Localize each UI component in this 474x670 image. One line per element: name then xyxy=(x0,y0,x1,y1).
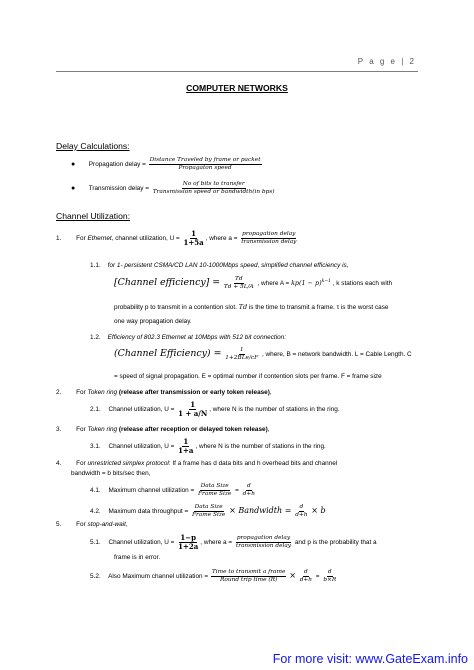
item-4-simplex: 4. For unrestricted simplex protocol: If a frame has d data bits and h overhead bits and channel xyxy=(56,460,338,467)
page-label: P a g e xyxy=(357,57,397,66)
page-header: P a g e | 2 xyxy=(357,57,416,66)
item-5-2-formula: 5.2. Also Maximum channel utilization = $\frac{\text{Time to transmit a frame}}{\text{Round trip time (R)}}$ × $\frac{d}{d+h}$ = $\frac{d}{b\times R}$ xyxy=(90,569,337,583)
item-1-1-line2: probability p to transmit in a contention slot. Td is the time to transmit a frame. τ is the worst case xyxy=(114,303,389,311)
item-1-2-line2: = speed of signal propagation. E = optimal number if contention slots per frame. F = frame size xyxy=(114,373,382,380)
section-heading-utilization: Channel Utilization: xyxy=(56,211,131,221)
document-title: COMPUTER NETWORKS xyxy=(186,83,288,93)
item-3-1-formula: 3.1. Channel utilization, U = $\frac{1}{1+a}$ , where N is the number of stations in the ring. xyxy=(90,437,326,455)
item-1-2-text: 1.2. Efficiency of 802.3 Ethernet at 10Mbps with 512 bit connection: xyxy=(90,334,287,341)
item-1-1-formula: [Channel efficiency] = $\frac{Td}{Td + 5L/A}$ , where $A = kp(1 - p)^{k-1}$ , k stations each with xyxy=(114,276,393,290)
bullet-icon: ● xyxy=(71,161,76,169)
transmission-delay-formula: ● Transmission delay = $\frac{\text{No of bits to transfer}}{\text{Transmission speed or bandwidth(in bps)}}$ xyxy=(71,181,275,195)
item-4-2-formula: 4.2. Maximum data throughput = $\frac{\text{Data Size}}{\text{Frame Size}}$ × Bandwidth = $\frac{d}{d+h}$ × b xyxy=(90,504,326,518)
item-5-1-formula: 5.1. Channel utilization, U = $\frac{1-p}{1+2a}$ , where a = $\frac{\text{propagation delay}}{\text{transmission delay}}$ and p is the probability that a xyxy=(90,533,377,551)
header-rule xyxy=(56,71,418,72)
propagation-delay-formula: ● Propagation delay = $\frac{\text{Distance Traveled by frame or packet}}{\text{Propagaton speed}}$ xyxy=(71,157,261,171)
footer-link[interactable]: For more visit: www.GateExam.info xyxy=(272,652,468,666)
item-4-line2: bandwidth = b bits/sec then, xyxy=(71,470,151,477)
section-heading-delay: Delay Calculations: xyxy=(56,141,130,151)
item-2-1-formula: 2.1. Channel utilization, U = $\frac{1}{1 + a/N}$ , where N is the number of stations in the ring. xyxy=(90,400,340,418)
item-5-stop-and-wait: 5. For stop-and-wait, xyxy=(56,521,128,528)
item-1-1-text: 1.1. for 1- persistent CSMA/CD LAN 10-1000Mbps speed, simplified channel efficiency is, xyxy=(90,262,349,269)
page-number: 2 xyxy=(409,57,416,66)
item-5-1-line2: frame is in error. xyxy=(114,554,161,561)
item-3-token-ring: 3. For Token ring (release after reception or delayed token release), xyxy=(56,426,270,433)
item-1-1-line3: one way propagation delay. xyxy=(114,318,192,325)
item-2-token-ring: 2. For Token ring (release after transmission or early token release), xyxy=(56,389,272,396)
item-1-2-formula: (Channel Efficiency) = $\frac{1}{\text{1+2BLe/cF}}$ , where, B = network bandwidth. L = Cable Length. C xyxy=(114,347,412,361)
item-4-1-formula: 4.1. Maximum channel utilization = $\frac{\text{Data Size}}{\text{Frame Size}}$ = $\frac{d}{d+h}$ xyxy=(90,483,255,497)
bullet-icon: ● xyxy=(71,185,76,193)
item-1-ethernet: 1. For Ethernet, channel utilization, U = $\frac{1}{1+5a}$ , where a = $\frac{\text{propagation delay}}{\text{transmission delay}}$ xyxy=(56,229,297,247)
